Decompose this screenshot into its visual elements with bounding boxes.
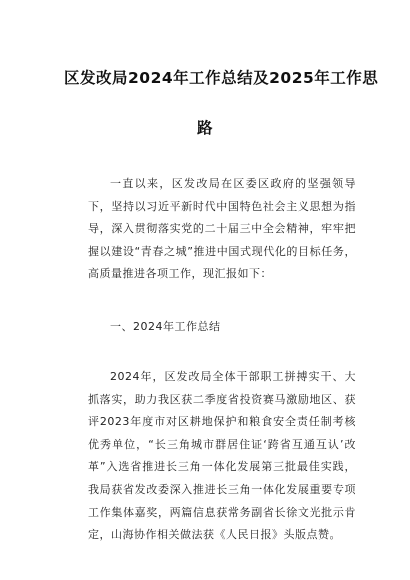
intro-paragraph: 一直以来，区发改局在区委区政府的坚强领导下，坚持以习近平新时代中国特色社会主义思想为指导，深入贯彻落实党的二十届三中全会精神，牢牢把握以建设“青春之城”推进中国式现代化的目标任务，高质量推进各项工作，现汇报如下： (88, 177, 356, 281)
section-heading: 一、2024年工作总结 (110, 320, 221, 333)
document-title-line-1: 区发改局2024年工作总结及2025年工作思 (64, 69, 379, 87)
document-title-line-2: 路 (196, 119, 213, 137)
section-paragraph: 2024年，区发改局全体干部职工拼搏实干、大抓落实，助力我区获二季度省投资赛马激励地区、获评2023年度市对区耕地保护和粮食安全责任制考核优秀单位，“长三角城市群居住证‘跨省互通互认’改革”入选省推进长三角一体化发展第三批最佳实践，我局获省发改委深入推进长三角一体化发展重要专项工作集体嘉奖，两篇信息获常务副省长徐文光批示肯定，山海协作相关做法获《人民日报》头版点赞。 (88, 370, 356, 542)
